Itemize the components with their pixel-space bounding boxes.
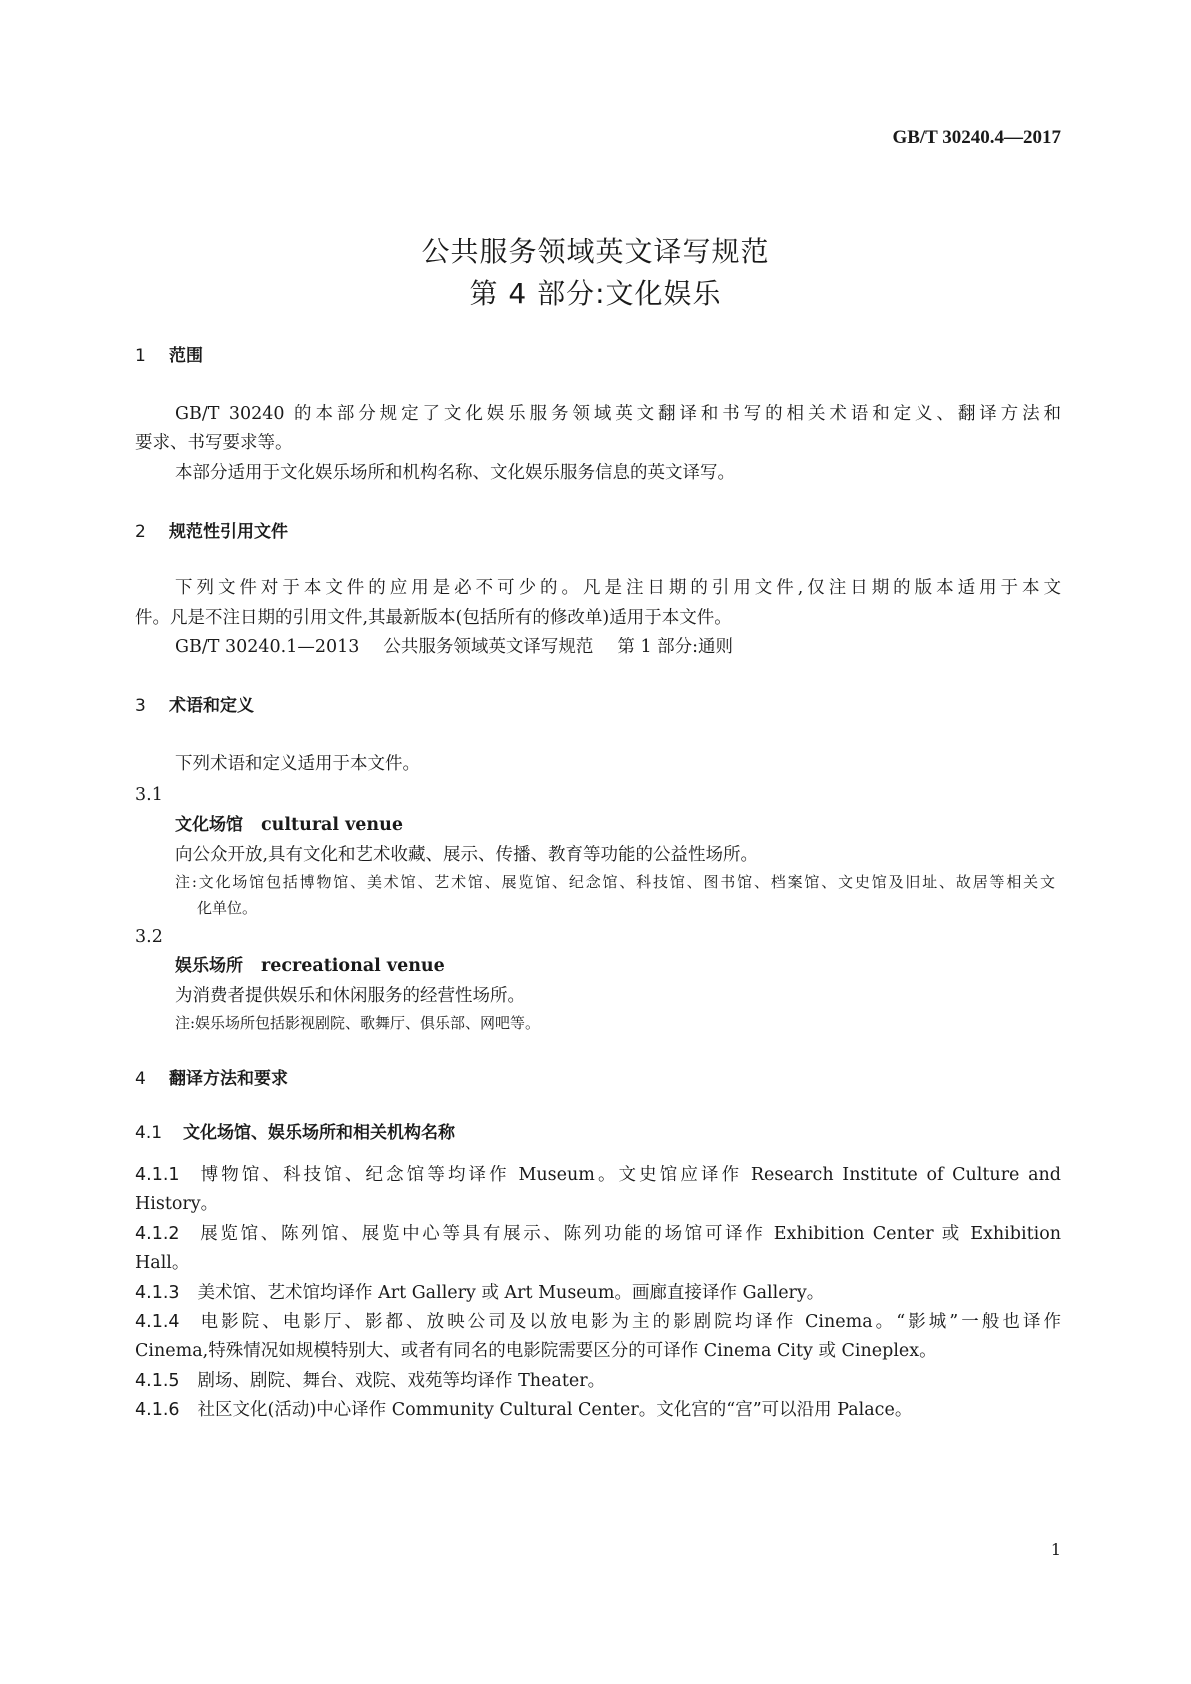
section-number: 4 xyxy=(135,1069,146,1089)
reference-title: 公共服务领域英文译写规范 xyxy=(383,637,594,657)
section-3-heading xyxy=(135,694,254,718)
standard-code: GB/T 30240.4—2017 xyxy=(892,127,1061,148)
clause-text: 博物馆、科技馆、纪念馆等均译作 Museum。文史馆应译作 Research Institute of Culture and xyxy=(197,1165,1061,1185)
section-title: 规范性引用文件 xyxy=(169,522,288,542)
clause-4-1-5 xyxy=(135,1369,605,1393)
clause-text: 电影院、电影厅、影都、放映公司及以放电影为主的影剧院均译作 Cinema。“影城”一般也译作 xyxy=(197,1312,1061,1332)
term-note: 注:文化场馆包括博物馆、美术馆、艺术馆、展览馆、纪念馆、科技馆、图书馆、档案馆、文史馆及旧址、故居等相关文 xyxy=(175,873,1055,891)
clause-continuation: Hall。 xyxy=(135,1253,190,1273)
section-title: 翻译方法和要求 xyxy=(169,1069,288,1089)
subsection-title: 文化场馆、娱乐场所和相关机构名称 xyxy=(183,1123,455,1143)
clause-number: 4.1.2 xyxy=(135,1224,180,1244)
section-title: 范围 xyxy=(169,346,203,366)
term-definition: 为消费者提供娱乐和休闲服务的经营性场所。 xyxy=(175,986,525,1006)
clause-4-1-6 xyxy=(135,1398,912,1422)
paragraph: 要求、书写要求等。 xyxy=(135,433,293,453)
clause-number: 4.1.3 xyxy=(135,1283,180,1303)
clause-number: 4.1.4 xyxy=(135,1312,180,1332)
clause-text: 展览馆、陈列馆、展览中心等具有展示、陈列功能的场馆可译作 Exhibition Center 或 Exhibition xyxy=(197,1224,1061,1244)
term-english: recreational venue xyxy=(261,956,445,976)
section-title: 术语和定义 xyxy=(169,696,254,716)
section-number: 3 xyxy=(135,696,146,716)
term-entry xyxy=(175,954,445,978)
term-english: cultural venue xyxy=(261,815,404,835)
section-number: 1 xyxy=(135,346,146,366)
document-title: 公共服务领域英文译写规范 xyxy=(421,235,770,268)
paragraph: 下列术语和定义适用于本文件。 xyxy=(175,754,420,774)
term-chinese: 文化场馆 xyxy=(175,815,243,835)
clause-text: 社区文化(活动)中心译作 Community Cultural Center。文化宫的“宫”可以沿用 Palace。 xyxy=(197,1400,913,1420)
clause-text: 美术馆、艺术馆均译作 Art Gallery 或 Art Museum。画廊直接译作 Gallery。 xyxy=(197,1283,825,1303)
term-number: 3.2 xyxy=(135,927,163,947)
clause-continuation: History。 xyxy=(135,1194,219,1214)
document-subtitle: 第 4 部分:文化娱乐 xyxy=(469,277,722,310)
paragraph: GB/T 30240 的本部分规定了文化娱乐服务领域英文翻译和书写的相关术语和定义、翻译方法和 xyxy=(175,404,1061,424)
term-entry xyxy=(175,813,403,837)
section-number: 2 xyxy=(135,522,146,542)
clause-number: 4.1.5 xyxy=(135,1371,180,1391)
paragraph: 本部分适用于文化娱乐场所和机构名称、文化娱乐服务信息的英文译写。 xyxy=(175,463,735,483)
clause-number: 4.1.1 xyxy=(135,1165,180,1185)
subsection-4-1-heading xyxy=(135,1121,455,1145)
page-number: 1 xyxy=(1050,1540,1061,1559)
term-note-continuation: 化单位。 xyxy=(197,899,258,917)
section-4-heading xyxy=(135,1067,288,1091)
term-definition: 向公众开放,具有文化和艺术收藏、展示、传播、教育等功能的公益性场所。 xyxy=(175,845,759,865)
clause-4-1-3 xyxy=(135,1281,824,1305)
clause-number: 4.1.6 xyxy=(135,1400,180,1420)
clause-4-1-4 xyxy=(135,1310,1061,1334)
term-number: 3.1 xyxy=(135,785,163,805)
normative-reference xyxy=(175,635,733,659)
reference-code: GB/T 30240.1—2013 xyxy=(175,637,360,657)
term-chinese: 娱乐场所 xyxy=(175,956,243,976)
term-note: 注:娱乐场所包括影视剧院、歌舞厅、俱乐部、网吧等。 xyxy=(175,1014,541,1032)
paragraph: 件。凡是不注日期的引用文件,其最新版本(包括所有的修改单)适用于本文件。 xyxy=(135,608,732,628)
section-2-heading xyxy=(135,520,288,544)
paragraph: 下列文件对于本文件的应用是必不可少的。凡是注日期的引用文件,仅注日期的版本适用于本文 xyxy=(175,578,1061,598)
clause-continuation: Cinema,特殊情况如规模特别大、或者有同名的电影院需要区分的可译作 Cinema City 或 Cineplex。 xyxy=(135,1341,937,1361)
clause-4-1-2 xyxy=(135,1222,1061,1246)
clause-4-1-1 xyxy=(135,1163,1061,1187)
section-1-heading xyxy=(135,344,203,368)
subsection-number: 4.1 xyxy=(135,1123,163,1143)
clause-text: 剧场、剧院、舞台、戏院、戏苑等均译作 Theater。 xyxy=(197,1371,606,1391)
reference-part: 第 1 部分:通则 xyxy=(617,637,734,657)
